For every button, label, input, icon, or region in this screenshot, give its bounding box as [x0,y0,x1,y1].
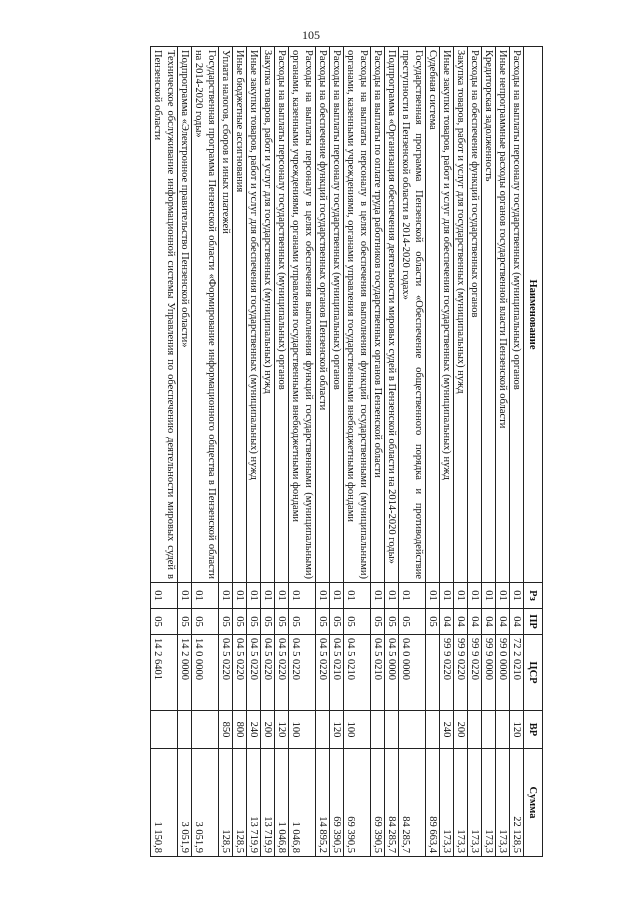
table-row [344,47,371,857]
row-name-cell: Подпрограмма «Организация обеспечения деятельности мировых судей в Пензенской области на 2014-2020 годы» [385,47,399,583]
row-pr-cell: 04 [468,609,482,635]
row-csr-cell: 04 5 0210 [330,635,344,711]
row-csr-cell [426,635,440,711]
row-vr-cell: 200 [454,711,468,749]
row-pr-cell: 05 [371,609,385,635]
table-row [330,47,344,857]
row-vr-cell: 120 [275,711,289,749]
row-csr-cell: 99 0 0000 [496,635,510,711]
table-row [454,47,468,857]
row-vr-cell: 100 [344,711,371,749]
row-sum-cell: 173,3 [454,749,468,857]
row-sum-cell: 69 390,5 [371,749,385,857]
row-name-cell: Расходы на выплаты персоналу в целях обеспечения выполнения функций государственными (муниципальными) органами, казенными учреждениями, органами управления государственными внебюджетными фондами [289,47,316,583]
row-rz-cell: 01 [468,583,482,609]
row-sum-cell: 69 390,5 [330,749,344,857]
table-row [496,47,510,857]
row-pr-cell: 05 [344,609,371,635]
row-name-cell: Расходы на обеспечение функций государственных органов [468,47,482,583]
row-vr-cell [482,711,496,749]
header-name: Наименование [524,47,543,583]
table-row [219,47,233,857]
table-row [247,47,261,857]
row-vr-cell: 800 [233,711,247,749]
row-pr-cell: 05 [399,609,426,635]
page-number: 105 [302,28,320,42]
row-pr-cell: 05 [233,609,247,635]
row-sum-cell: 14 895,2 [316,749,330,857]
row-vr-cell [468,711,482,749]
row-csr-cell: 14 2 6401 [151,635,178,711]
table-row [316,47,330,857]
row-vr-cell: 240 [440,711,454,749]
row-vr-cell: 120 [330,711,344,749]
row-name-cell: Расходы на выплаты персоналу государственных (муниципальных) органов [275,47,289,583]
header-vr: ВР [524,711,543,749]
row-pr-cell: 05 [289,609,316,635]
row-sum-cell: 3 051,9 [178,749,192,857]
row-pr-cell: 05 [426,609,440,635]
row-pr-cell: 05 [178,609,192,635]
table-row [371,47,385,857]
table-row [261,47,275,857]
row-rz-cell: 01 [496,583,510,609]
row-name-cell: Уплата налогов, сборов и иных платежей [219,47,233,583]
row-name-cell: Расходы на выплаты персоналу в целях обеспечения выполнения функций государственными (муниципальными) органами, казенными учреждениями, органами управления государственными внебюджетными фондами [344,47,371,583]
row-name-cell: Иные непрограммные расходы органов государственной власти Пензенской области [496,47,510,583]
row-name-cell: Подпрограмма «Электронное правительство Пензенской области» [178,47,192,583]
row-name-cell: Закупка товаров, работ и услуг для государственных (муниципальных) нужд [454,47,468,583]
table-row [385,47,399,857]
header-sum: Сумма [524,749,543,857]
row-rz-cell: 01 [178,583,192,609]
row-vr-cell: 100 [289,711,316,749]
row-vr-cell [385,711,399,749]
row-rz-cell: 01 [440,583,454,609]
row-vr-cell: 850 [219,711,233,749]
row-pr-cell: 04 [510,609,524,635]
row-sum-cell: 13 719,9 [261,749,275,857]
row-pr-cell: 04 [496,609,510,635]
budget-table [150,46,543,857]
row-rz-cell: 01 [275,583,289,609]
row-name-cell: Иные закупки товаров, работ и услуг для обеспечения государственных (муниципальных) нужд [247,47,261,583]
table-row [399,47,426,857]
row-sum-cell: 173,3 [440,749,454,857]
table-header-row [524,47,543,857]
rotated-table-container [93,46,543,856]
table-row [510,47,524,857]
row-pr-cell: 05 [151,609,178,635]
row-csr-cell: 04 5 0000 [385,635,399,711]
row-sum-cell: 128,5 [233,749,247,857]
row-sum-cell: 173,3 [468,749,482,857]
table-row [289,47,316,857]
row-rz-cell: 01 [344,583,371,609]
row-sum-cell: 1 046,8 [289,749,316,857]
row-sum-cell: 69 390,5 [344,749,371,857]
row-csr-cell: 04 5 0220 [247,635,261,711]
row-vr-cell: 240 [247,711,261,749]
row-name-cell: Расходы на выплаты персоналу государственных (муниципальных) органов [330,47,344,583]
row-pr-cell: 05 [261,609,275,635]
header-rz: Рз [524,583,543,609]
row-rz-cell: 01 [510,583,524,609]
row-name-cell: Техническое обслуживание информационной системы Управления по обеспечению деятельности мировых судей в Пензенской области [151,47,178,583]
table-row [192,47,219,857]
row-rz-cell: 01 [261,583,275,609]
row-rz-cell: 01 [247,583,261,609]
row-pr-cell: 04 [440,609,454,635]
row-rz-cell: 01 [371,583,385,609]
table-row [233,47,247,857]
row-csr-cell: 99 9 0220 [440,635,454,711]
row-pr-cell: 05 [247,609,261,635]
row-sum-cell: 22 128,5 [510,749,524,857]
row-name-cell: Расходы на выплаты по оплате труда работников государственных органов Пензенской области [371,47,385,583]
row-rz-cell: 01 [289,583,316,609]
row-csr-cell: 99 9 0220 [468,635,482,711]
row-name-cell: Кредиторская задолженность [482,47,496,583]
table-row [426,47,440,857]
row-rz-cell: 01 [330,583,344,609]
row-pr-cell: 05 [385,609,399,635]
row-pr-cell: 05 [192,609,219,635]
row-vr-cell: 200 [261,711,275,749]
row-pr-cell: 04 [482,609,496,635]
table-row [275,47,289,857]
row-pr-cell: 05 [316,609,330,635]
row-sum-cell: 1 046,8 [275,749,289,857]
row-rz-cell: 01 [316,583,330,609]
row-vr-cell [151,711,178,749]
row-pr-cell: 05 [275,609,289,635]
row-sum-cell: 13 719,9 [247,749,261,857]
header-pr: ПР [524,609,543,635]
row-csr-cell: 04 5 0210 [371,635,385,711]
row-csr-cell: 14 0 0000 [192,635,219,711]
row-rz-cell: 01 [233,583,247,609]
row-name-cell: Государственная программа Пензенской области «Формирование информационного общества в Пензенской области на 2014-2020 годы» [192,47,219,583]
row-sum-cell: 1 150,8 [151,749,178,857]
row-pr-cell: 04 [454,609,468,635]
row-vr-cell [192,711,219,749]
row-rz-cell: 01 [399,583,426,609]
row-name-cell: Расходы на выплаты персоналу государственных (муниципальных) органов [510,47,524,583]
row-name-cell: Судебная система [426,47,440,583]
row-csr-cell: 04 5 0220 [261,635,275,711]
table-row [178,47,192,857]
row-csr-cell: 04 5 0220 [289,635,316,711]
row-vr-cell [371,711,385,749]
row-sum-cell: 173,3 [482,749,496,857]
row-name-cell: Расходы на обеспечение функций государственных органов Пензенской области [316,47,330,583]
row-vr-cell [178,711,192,749]
row-sum-cell: 3 051,9 [192,749,219,857]
table-row [151,47,178,857]
row-sum-cell: 128,5 [219,749,233,857]
row-csr-cell: 04 0 0000 [399,635,426,711]
row-rz-cell: 01 [426,583,440,609]
row-sum-cell: 84 285,7 [399,749,426,857]
row-csr-cell: 04 5 0220 [275,635,289,711]
row-csr-cell: 72 2 0210 [510,635,524,711]
row-vr-cell [399,711,426,749]
row-csr-cell: 04 5 0210 [344,635,371,711]
row-vr-cell [316,711,330,749]
table-row [482,47,496,857]
row-csr-cell: 99 9 0220 [454,635,468,711]
header-csr: ЦСР [524,635,543,711]
row-sum-cell: 173,3 [496,749,510,857]
row-pr-cell: 05 [219,609,233,635]
row-vr-cell [496,711,510,749]
row-rz-cell: 01 [192,583,219,609]
row-name-cell: Иные закупки товаров, работ и услуг для обеспечения государственных (муниципальных) нужд [440,47,454,583]
row-vr-cell [426,711,440,749]
row-sum-cell: 84 285,7 [385,749,399,857]
row-csr-cell: 04 5 0220 [233,635,247,711]
row-rz-cell: 01 [482,583,496,609]
table-row [468,47,482,857]
row-name-cell: Государственная программа Пензенской области «Обеспечение общественного порядка и противодействие преступности в Пензенской области в 2014-2020 годах» [399,47,426,583]
row-rz-cell: 01 [385,583,399,609]
row-csr-cell: 04 5 0220 [316,635,330,711]
table-row [440,47,454,857]
row-name-cell: Закупка товаров, работ и услуг для государственных (муниципальных) нужд [261,47,275,583]
row-csr-cell: 04 5 0220 [219,635,233,711]
row-pr-cell: 05 [330,609,344,635]
row-rz-cell: 01 [219,583,233,609]
row-vr-cell: 120 [510,711,524,749]
row-csr-cell: 99 9 0000 [482,635,496,711]
row-rz-cell: 01 [151,583,178,609]
row-csr-cell: 14 2 0000 [178,635,192,711]
row-name-cell: Иные бюджетные ассигнования [233,47,247,583]
row-rz-cell: 01 [454,583,468,609]
row-sum-cell: 89 663,4 [426,749,440,857]
